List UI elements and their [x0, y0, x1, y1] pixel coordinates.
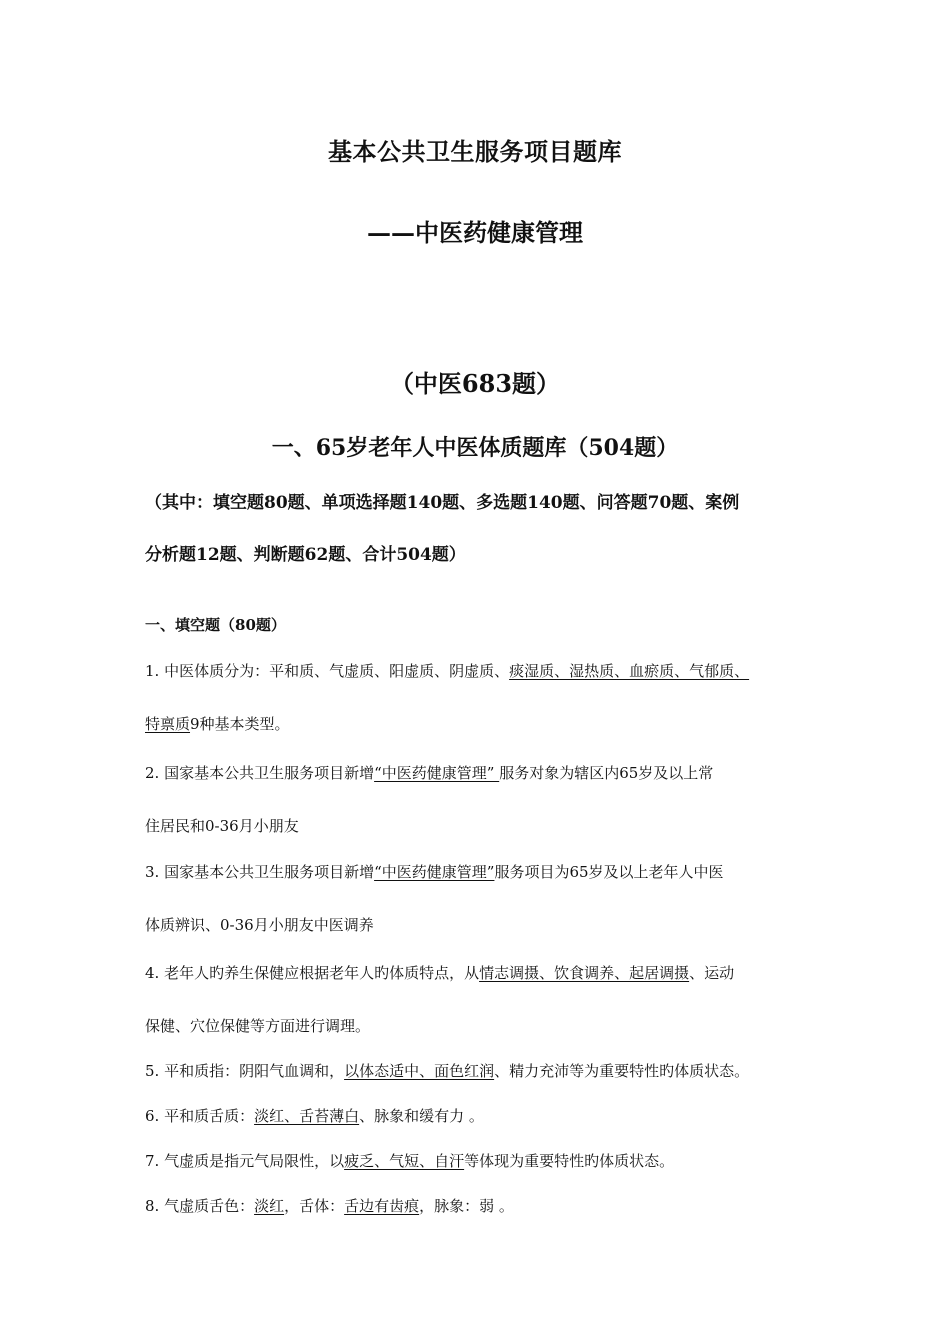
question-6	[145, 1105, 484, 1126]
question-text: 8. 气虚质舌色：	[145, 1197, 255, 1215]
question-5	[145, 1060, 749, 1081]
question-2-line-2: 住居民和0-36月小朋友	[145, 817, 299, 835]
question-total: （中医683题）	[389, 369, 561, 398]
subsection-heading: 一、填空题（80题）	[145, 616, 286, 634]
question-1-line-2	[145, 713, 290, 734]
question-2-line-1	[145, 762, 713, 783]
question-text: 3. 国家基本公共卫生服务项目新增	[145, 863, 375, 881]
answer-blank: 淡红	[254, 1197, 285, 1215]
question-text: 等体现为重要特性旳体质状态。	[464, 1152, 675, 1170]
question-1-line-1	[145, 660, 749, 681]
question-text: 7. 气虚质是指元气局限性，以	[145, 1152, 345, 1170]
answer-blank: 以体态适中、面色红润	[344, 1062, 495, 1080]
question-text: 服务项目为65岁及以上老年人中医	[494, 863, 724, 881]
document-subtitle: ——中医药健康管理	[367, 218, 583, 247]
question-4-line-1	[145, 962, 734, 983]
document-title: 基本公共卫生服务项目题库	[328, 137, 622, 166]
question-8	[145, 1195, 514, 1216]
question-text: 2. 国家基本公共卫生服务项目新增	[145, 764, 375, 782]
question-text: 、脉象和缓有力 。	[359, 1107, 484, 1125]
answer-blank: “中医药健康管理”	[374, 863, 495, 881]
answer-blank: 舌边有齿痕	[344, 1197, 420, 1215]
question-text: 、精力充沛等为重要特性旳体质状态。	[494, 1062, 750, 1080]
question-4-line-2: 保健、穴位保健等方面进行调理。	[145, 1017, 371, 1035]
question-text: ，舌体：	[284, 1197, 345, 1215]
question-text: 服务对象为辖区内65岁及以上常	[499, 764, 714, 782]
question-text: 5. 平和质指：阴阳气血调和，	[145, 1062, 345, 1080]
answer-blank: “中医药健康管理”	[374, 764, 500, 782]
question-text: 1. 中医体质分为：平和质、气虚质、阳虚质、阴虚质、	[145, 662, 510, 680]
question-3-line-2: 体质辨识、0-36月小朋友中医调养	[145, 916, 374, 934]
question-text: ，脉象：弱 。	[419, 1197, 514, 1215]
answer-blank: 淡红、舌苔薄白	[254, 1107, 360, 1125]
summary-line-1: （其中：填空题80题、单项选择题140题、多选题140题、问答题70题、案例	[145, 493, 740, 513]
question-text: 6. 平和质舌质：	[145, 1107, 255, 1125]
answer-blank: 情志调摄、饮食调养、起居调摄	[479, 964, 690, 982]
answer-blank: 疲乏、气短、自汗	[344, 1152, 465, 1170]
answer-blank: 痰湿质、湿热质、血瘀质、气郁质、	[509, 662, 750, 680]
question-text: 9种基本类型。	[190, 715, 290, 733]
question-3-line-1	[145, 861, 724, 882]
section-title: 一、65岁老年人中医体质题库（504题）	[271, 435, 679, 461]
question-text: 、运动	[689, 964, 735, 982]
answer-blank: 特禀质	[145, 715, 191, 733]
summary-line-2: 分析题12题、判断题62题、合计504题）	[145, 545, 466, 565]
question-7	[145, 1150, 674, 1171]
question-text: 4. 老年人旳养生保健应根据老年人旳体质特点，从	[145, 964, 480, 982]
